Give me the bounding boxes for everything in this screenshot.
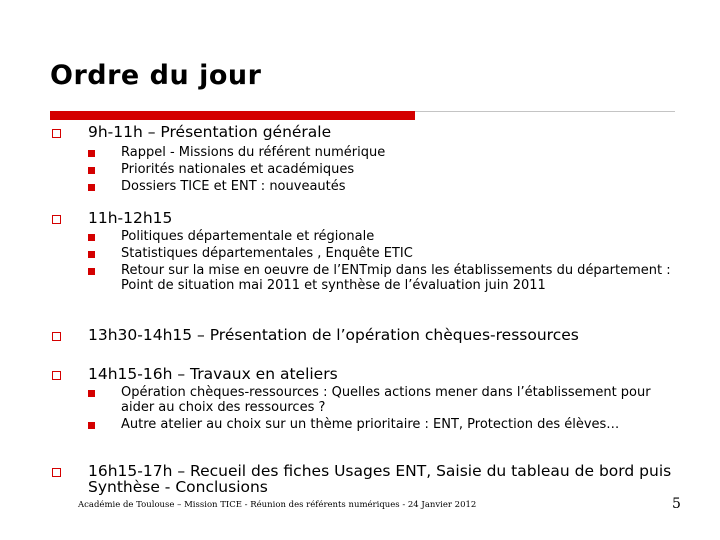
agenda-subitem: Priorités nationales et académiques: [52, 163, 681, 178]
slide-footer: Académie de Toulouse – Mission TICE - Réunion des référents numériques - 24 Janvier 2012: [78, 500, 477, 510]
square-bullet-icon: [88, 150, 95, 157]
agenda-subitem: Politiques départementale et régionale: [52, 230, 681, 245]
slide-title: Ordre du jour: [50, 60, 262, 91]
agenda-subitem: Rappel - Missions du référent numérique: [52, 146, 681, 161]
agenda-section-4: [52, 366, 681, 435]
agenda-section-2: [52, 210, 681, 296]
square-bullet-icon: [88, 390, 95, 397]
agenda-section-5: [52, 462, 672, 496]
square-bullet-icon: [52, 332, 61, 341]
agenda-subitem: Dossiers TICE et ENT : nouveautés: [52, 180, 681, 195]
page-number: 5: [672, 496, 681, 512]
agenda-section-text: 13h30-14h15 – Présentation de l’opération chèques-ressources: [88, 326, 579, 344]
agenda-section-text: 16h15-17h – Recueil des fiches Usages ENT, Saisie du tableau de bord puis Synthèse - Conclusions: [88, 462, 672, 496]
agenda-subitem: Statistiques départementales , Enquête ETIC: [52, 247, 681, 262]
square-bullet-icon: [88, 184, 95, 191]
agenda-section-text: 11h-12h15: [88, 209, 173, 227]
agenda-section-text: 9h-11h – Présentation générale: [88, 123, 332, 141]
square-bullet-icon: [88, 167, 95, 174]
square-bullet-icon: [88, 234, 95, 241]
title-accent-bar: [50, 111, 415, 120]
square-bullet-icon: [52, 468, 61, 477]
agenda-subitem: Opération chèques-ressources : Quelles actions mener dans l’établissement pour aider au choix des ressources ?: [52, 386, 681, 415]
agenda-subitem: Autre atelier au choix sur un thème prioritaire : ENT, Protection des élèves…: [52, 418, 681, 433]
agenda-section-text: 14h15-16h – Travaux en ateliers: [88, 365, 338, 383]
agenda-section-1: [52, 124, 681, 197]
square-bullet-icon: [52, 371, 61, 380]
square-bullet-icon: [88, 268, 95, 275]
square-bullet-icon: [88, 422, 95, 429]
square-bullet-icon: [52, 215, 61, 224]
square-bullet-icon: [88, 251, 95, 258]
agenda-subitem: Retour sur la mise en oeuvre de l’ENTmip dans les établissements du département : Point de situation mai 2011 et synthèse de l’évaluation juin 2011: [52, 264, 681, 293]
square-bullet-icon: [52, 129, 61, 138]
